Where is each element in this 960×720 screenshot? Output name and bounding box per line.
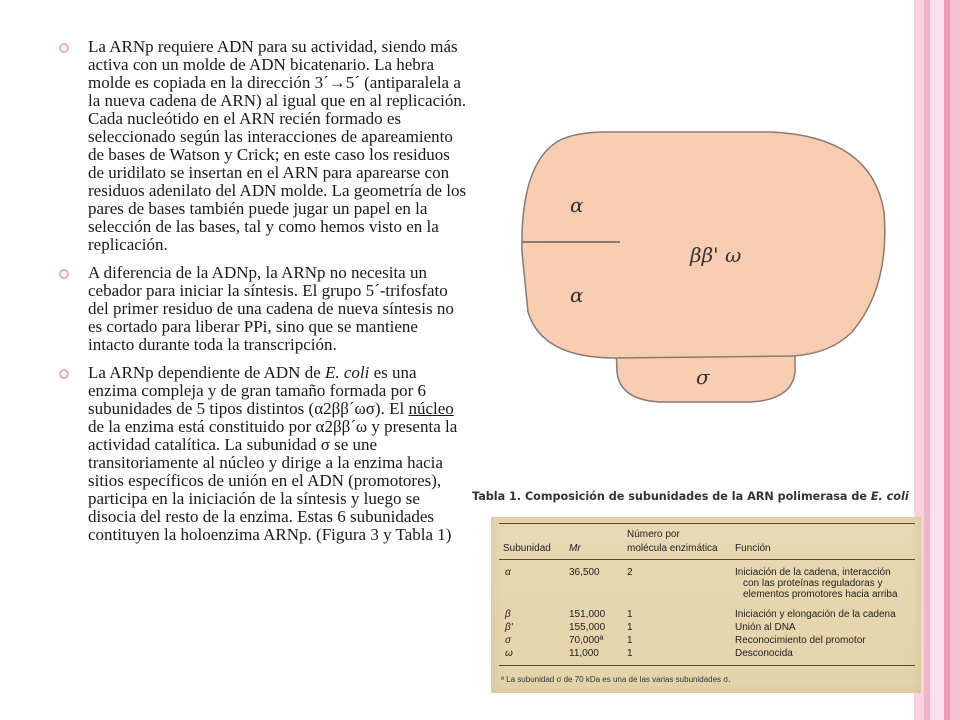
header-number-line2: molécula enzimática: [627, 543, 718, 554]
row-mr: 151,000: [569, 609, 606, 620]
row-number: 2: [627, 567, 633, 578]
header-number-line1: Número por: [627, 529, 680, 540]
row-subunit: α: [505, 567, 511, 578]
row-subunit: σ: [505, 635, 512, 646]
row-function: Iniciación de la cadena, interacción con las proteínas reguladoras y elementos promotores hacia arriba: [735, 567, 898, 600]
bullet-text: La ARNp requiere ADN para su actividad, siendo más activa con un molde de ADN bicatenario. La hebra molde es copiada en la dirección 3´→5´ (antiparalela a la nueva cadena de ARN) al igual que en al replicación. Cada nucleótido en el ARN recién formado es seleccionado según las interacciones de apareamiento de bases de Watson y Crick; en este caso los residuos de uridilato se insertan en el ARN para aparearse con residuos adenilato del ADN molde. La geometría de los pares de bases también puede jugar un papel en la selección de las bases, tal y como hemos visto en la replicación.: [88, 37, 467, 254]
alpha-bottom-label: α: [570, 283, 584, 307]
bullet-item: [58, 364, 468, 544]
stripe: [950, 0, 960, 720]
table-header-rule: [499, 559, 915, 560]
table-footnote: ª La subunidad σ de 70 kDa es una de las varias subunidades σ.: [501, 675, 731, 684]
rna-polymerase-figure: [520, 122, 900, 412]
stripe: [930, 0, 944, 720]
sigma-label: σ: [696, 365, 710, 389]
row-function: Iniciación y elongación de la cadena: [735, 609, 896, 620]
bullet-text: La ARNp dependiente de ADN de E. coli es una enzima compleja y de gran tamaño formada por 6 subunidades de 5 tipos distintos (α2ββ´ωσ). El núcleo de la enzima está constituido por α2ββ´ω y presenta la actividad catalítica. La subunidad σ se une transitoriamente al núcleo y dirige a la enzima hacia sitios específicos de unión en el ADN (promotores), participa en la iniciación de la síntesis y luego se disocia del resto de la enzima. Estas 6 subunidades contituyen la holoenzima ARNp. (Figura 3 y Tabla 1): [88, 363, 458, 544]
bullet-list: [58, 38, 468, 554]
row-function: Reconocimiento del promotor: [735, 635, 866, 646]
row-mr: 36,500: [569, 567, 600, 578]
header-function: Función: [735, 543, 771, 554]
header-subunit: Subunidad: [503, 543, 551, 554]
table-top-rule: [499, 523, 915, 524]
row-subunit: β': [505, 622, 513, 633]
bullet-circle-icon: [59, 269, 69, 279]
bullet-item: [58, 264, 468, 354]
row-subunit: ω: [505, 648, 513, 659]
bullet-text: A diferencia de la ADNp, la ARNp no necesita un cebador para iniciar la síntesis. El grupo 5´-trifosfato del primer residuo de una cadena de nueva síntesis no es cortado para liberar PPi, sino que se mantiene intacto durante toda la transcripción.: [88, 263, 454, 354]
row-mr: 70,000ª: [569, 635, 604, 646]
header-mr: Mr: [569, 543, 581, 554]
row-function: Unión al DNA: [735, 622, 796, 633]
alpha-top-label: α: [570, 193, 584, 217]
row-number: 1: [627, 648, 633, 659]
row-mr: 11,000: [569, 648, 599, 659]
row-number: 1: [627, 622, 633, 633]
table-bottom-rule: [499, 665, 915, 666]
bullet-item: [58, 38, 468, 254]
bullet-circle-icon: [59, 43, 69, 53]
row-subunit: β: [505, 609, 511, 620]
row-mr: 155,000: [569, 622, 606, 633]
row-number: 1: [627, 635, 633, 646]
row-function: Desconocida: [735, 648, 793, 659]
row-number: 1: [627, 609, 633, 620]
beta-omega-label: ββ' ω: [690, 243, 742, 267]
bullet-circle-icon: [59, 369, 69, 379]
subunit-table: [491, 517, 921, 693]
table-caption: Tabla 1. Composición de subunidades de la ARN polimerasa de E. coli: [472, 490, 909, 503]
